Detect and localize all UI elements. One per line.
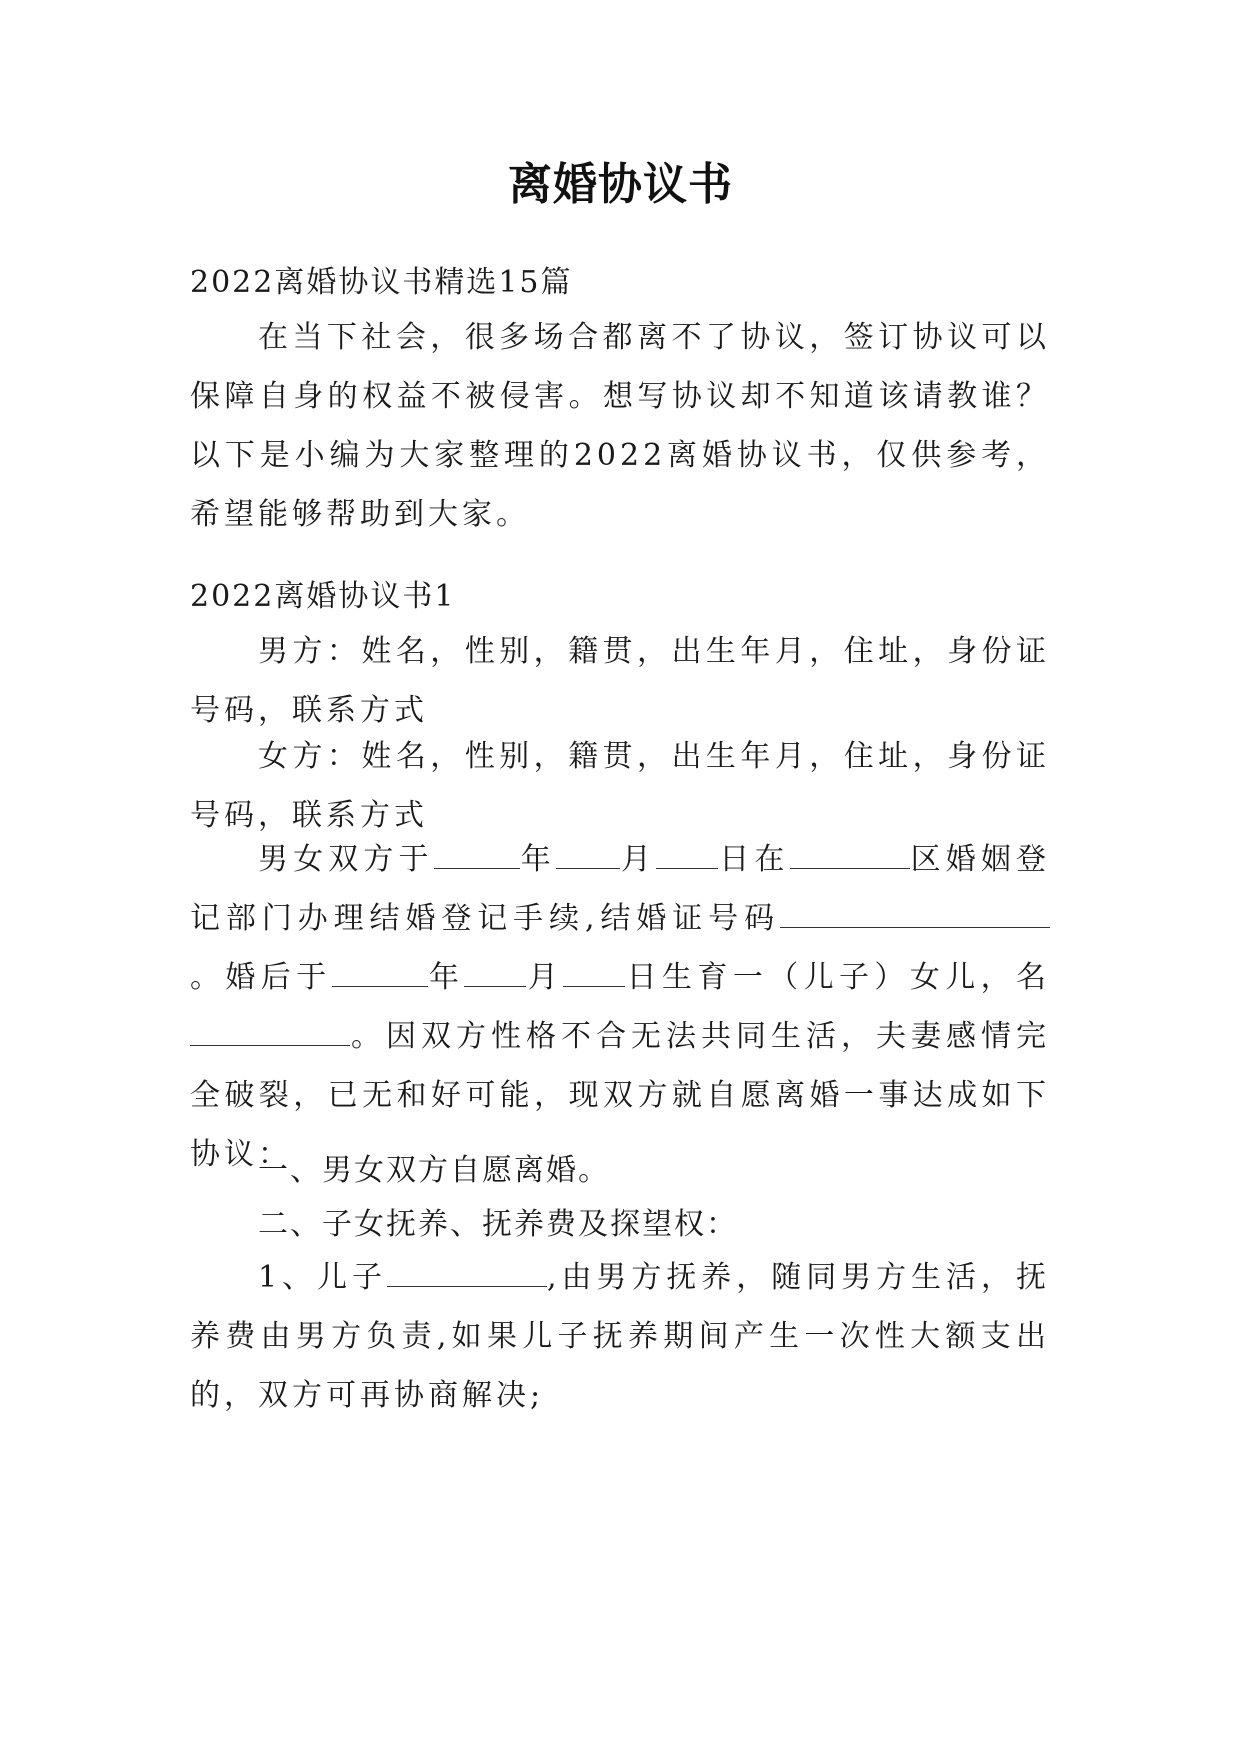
blank-day[interactable] [656, 838, 718, 869]
marriage-text: 月 [526, 960, 564, 995]
marriage-text: 日生育一（儿子）女儿，名 [625, 960, 1051, 995]
clause-2-item-1 [190, 1248, 1050, 1425]
marriage-text: 年 [519, 842, 556, 877]
blank-year[interactable] [434, 838, 520, 869]
marriage-text: 区婚姻登记部门办理结婚登记手续,结婚证号码 [190, 842, 1050, 936]
marriage-paragraph [190, 830, 1050, 1184]
marriage-text: 男女双方于 [258, 842, 434, 877]
blank-birth-month[interactable] [464, 956, 526, 987]
clause-1: 一、男女双方自愿离婚。 [258, 1153, 610, 1188]
marriage-text: 日在 [718, 842, 790, 877]
female-party-paragraph: 女方：姓名，性别，籍贯，出生年月，住址，身份证号码，联系方式 [190, 739, 1050, 833]
intro-paragraph: 在当下社会，很多场合都离不了协议，签订协议可以保障自身的权益不被侵害。想写协议却不知道该请教谁？以下是小编为大家整理的2022离婚协议书，仅供参考，希望能够帮助到大家。 [190, 320, 1050, 532]
blank-child-name[interactable] [190, 1015, 350, 1046]
document-title: 离婚协议书 [508, 159, 733, 210]
blank-month[interactable] [556, 838, 620, 869]
blank-son-name[interactable] [387, 1256, 547, 1287]
marriage-text: 月 [619, 842, 657, 877]
clause-2: 二、子女抚养、抚养费及探望权： [258, 1207, 738, 1242]
blank-district[interactable] [790, 838, 910, 869]
document-subtitle: 2022离婚协议书精选15篇 [190, 265, 573, 300]
blank-birth-day[interactable] [563, 956, 625, 987]
blank-certificate-number[interactable] [780, 897, 1050, 928]
marriage-text: 。因双方性格不合无法共同生活，夫妻感情完全破裂，已无和好可能，现双方就自愿离婚一事达成如下协议： [190, 1019, 1050, 1172]
marriage-text: 。婚后于 [190, 960, 332, 995]
section-heading: 2022离婚协议书1 [190, 579, 456, 614]
blank-birth-year[interactable] [332, 956, 428, 987]
marriage-text: 年 [427, 960, 465, 995]
male-party-paragraph: 男方：姓名，性别，籍贯，出生年月，住址，身份证号码，联系方式 [190, 634, 1050, 728]
clause-text: 1、儿子 [258, 1260, 387, 1295]
clause-text: ,由男方抚养，随同男方生活，抚养费由男方负责,如果儿子抚养期间产生一次性大额支出的，双方可再协商解决; [190, 1260, 1050, 1413]
